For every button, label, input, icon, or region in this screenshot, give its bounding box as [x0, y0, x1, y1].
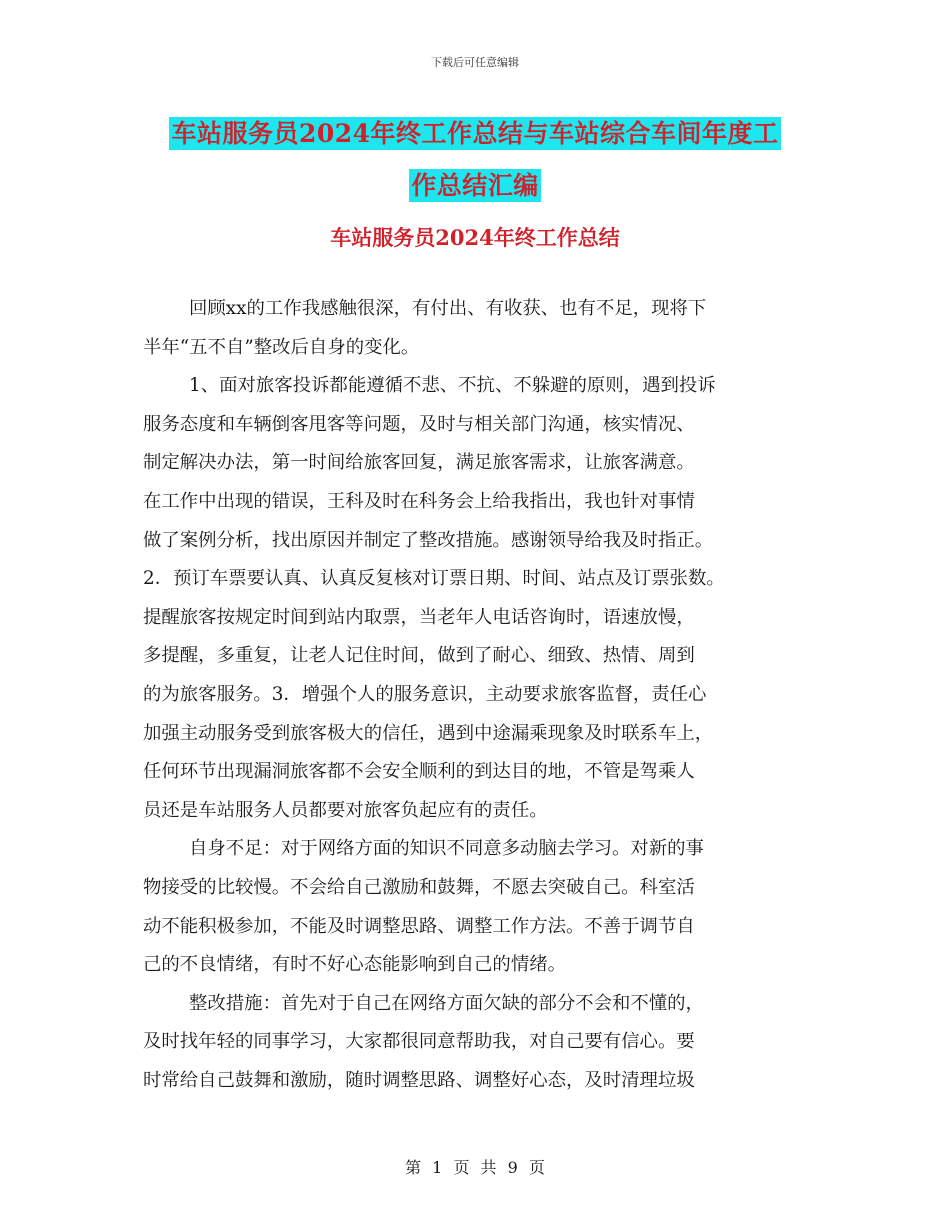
- text-line: 整改措施：首先对于自己在网络方面欠缺的部分不会和不懂的，: [189, 992, 704, 1014]
- text-line: 半年“五不自”整改后自身的变化。: [143, 336, 420, 358]
- body-text: [143, 290, 823, 1100]
- text-line: 自身不足：对于网络方面的知识不同意多动脑去学习。对新的事: [189, 838, 704, 860]
- text-line: 1、面对旅客投诉都能遵循不悲、不抗、不躲避的原则，遇到投诉: [189, 375, 716, 397]
- section-title: 车站服务员2024年终工作总结: [330, 225, 620, 250]
- title-line-2: 作总结汇编: [411, 171, 539, 200]
- text-line: 做了案例分析，找出原因并制定了整改措施。感谢领导给我及时指正。: [143, 529, 714, 551]
- text-line: 的为旅客服务。3．增强个人的服务意识，主动要求旅客监督，责任心: [143, 683, 707, 705]
- text-line: 己的不良情绪，有时不好心态能影响到自己的情绪。: [143, 954, 566, 976]
- text-line: 加强主动服务受到旅客极大的信任，遇到中途漏乘现象及时联系车上，: [143, 722, 714, 744]
- text-line: 动不能积极参加，不能及时调整思路、调整工作方法。不善于调节自: [143, 915, 695, 937]
- header-note: 下载后可任意编辑: [431, 56, 519, 69]
- text-line: 回顾xx的工作我感触很深，有付出、有收获、也有不足，现将下: [189, 298, 707, 319]
- text-line: 及时找年轻的同事学习，大家都很同意帮助我，对自己要有信心。要: [143, 1031, 695, 1053]
- text-line: 时常给自己鼓舞和激励，随时调整思路、调整好心态，及时清理垃圾: [143, 1069, 695, 1091]
- text-line: 制定解决办法，第一时间给旅客回复，满足旅客需求，让旅客满意。: [143, 452, 695, 474]
- text-line: 任何环节出现漏洞旅客都不会安全顺利的到达目的地，不管是驾乘人: [143, 761, 695, 783]
- title-line-1: 车站服务员2024年终工作总结与车站综合车间年度工: [171, 119, 779, 148]
- text-line: 服务态度和车辆倒客甩客等问题，及时与相关部门沟通，核实情况、: [143, 413, 695, 435]
- text-line: 多提醒，多重复，让老人记住时间，做到了耐心、细致、热情、周到: [143, 645, 695, 667]
- text-line: 提醒旅客按规定时间到站内取票，当老年人电话咨询时，语速放慢，: [143, 606, 695, 628]
- text-line: 在工作中出现的错误，王科及时在科务会上给我指出，我也针对事情: [143, 490, 695, 512]
- document-title: [140, 108, 810, 212]
- page-footer: 第 1 页 共 9 页: [405, 1158, 545, 1177]
- text-line: 2．预订车票要认真、认真反复核对订票日期、时间、站点及订票张数。: [143, 568, 725, 590]
- text-line: 物接受的比较慢。不会给自己激励和鼓舞，不愿去突破自己。科室活: [143, 876, 695, 898]
- text-line: 员还是车站服务人员都要对旅客负起应有的责任。: [143, 799, 548, 821]
